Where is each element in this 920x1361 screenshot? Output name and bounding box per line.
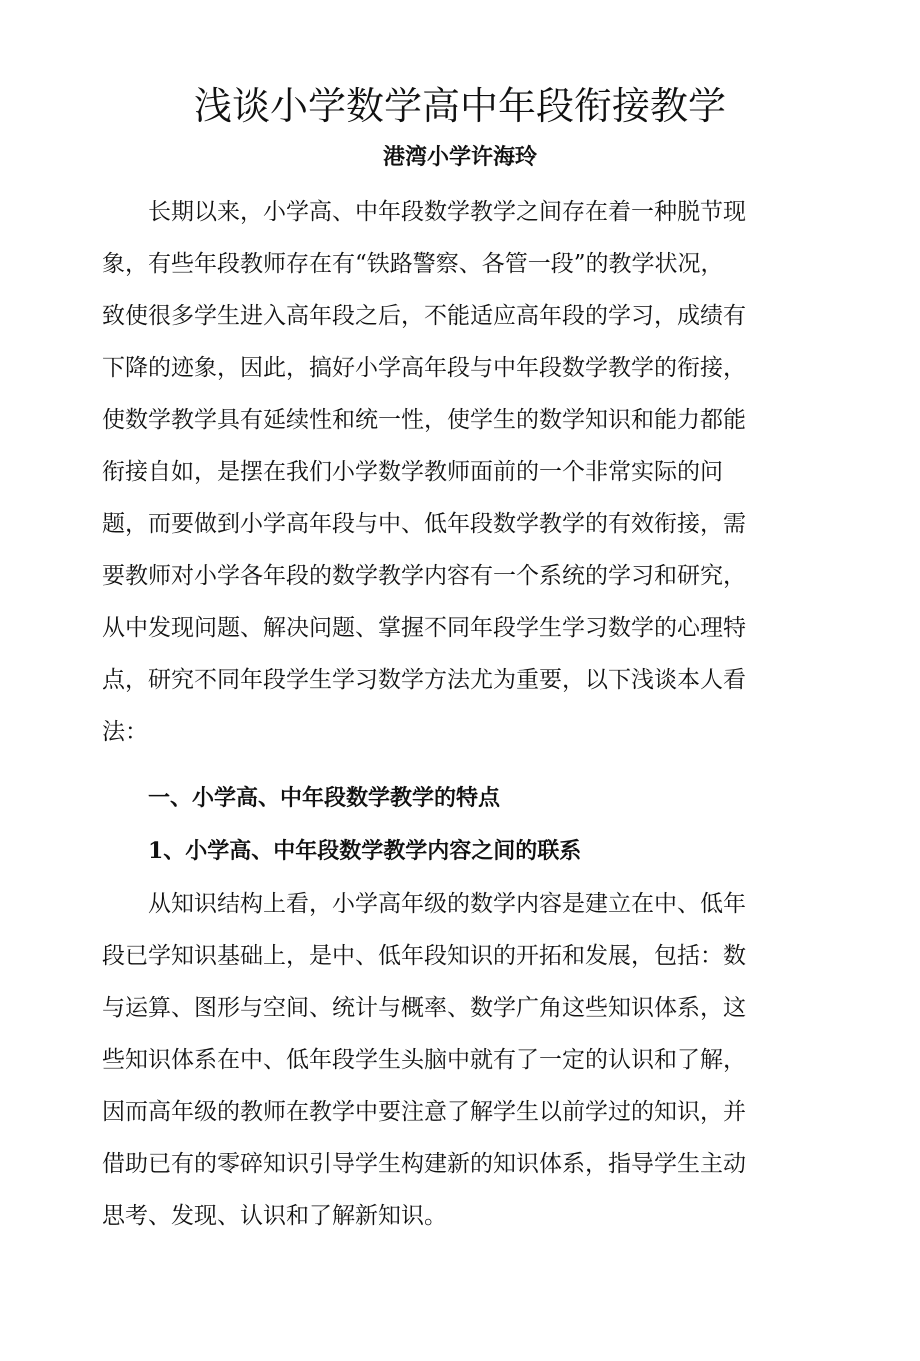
paragraph-line: 要教师对小学各年段的数学教学内容有一个系统的学习和研究，	[102, 563, 746, 589]
paragraph-line: 长期以来，小学高、中年段数学教学之间存在着一种脱节现	[148, 199, 746, 225]
section-heading: 一、小学高、中年段数学教学的特点	[148, 785, 501, 811]
paragraph-line: 法：	[102, 719, 148, 745]
paragraph-line: 致使很多学生进入高年段之后，不能适应高年段的学习，成绩有	[102, 303, 746, 329]
paragraph-line: 衔接自如，是摆在我们小学数学教师面前的一个非常实际的问	[102, 459, 723, 485]
document-title: 浅谈小学数学高中年段衔接教学	[193, 84, 726, 128]
paragraph-line: 因而高年级的教师在教学中要注意了解学生以前学过的知识，并	[102, 1099, 746, 1125]
paragraph-line: 点，研究不同年段学生学习数学方法尤为重要，以下浅谈本人看	[102, 667, 746, 693]
paragraph-line: 借助已有的零碎知识引导学生构建新的知识体系，指导学生主动	[102, 1151, 746, 1177]
paragraph-line: 思考、发现、认识和了解新知识。	[102, 1203, 447, 1229]
document-author: 港湾小学许海玲	[382, 144, 537, 170]
paragraph-line: 从知识结构上看，小学高年级的数学内容是建立在中、低年	[148, 891, 746, 917]
paragraph-line: 题，而要做到小学高年段与中、低年段数学教学的有效衔接，需	[102, 511, 746, 537]
paragraph-line: 些知识体系在中、低年段学生头脑中就有了一定的认识和了解，	[102, 1047, 746, 1073]
paragraph-line: 使数学教学具有延续性和统一性，使学生的数学知识和能力都能	[102, 407, 746, 433]
subsection-heading: 1、小学高、中年段数学教学内容之间的联系	[148, 838, 582, 864]
paragraph-line: 与运算、图形与空间、统计与概率、数学广角这些知识体系，这	[102, 995, 746, 1021]
paragraph-line: 从中发现问题、解决问题、掌握不同年段学生学习数学的心理特	[102, 615, 746, 641]
paragraph-line: 象，有些年段教师存在有“铁路警察、各管一段”的教学状况，	[102, 251, 724, 277]
paragraph-line: 段已学知识基础上，是中、低年段知识的开拓和发展，包括：数	[102, 943, 746, 969]
intro-paragraph	[102, 186, 782, 758]
paragraph-line: 下降的迹象，因此，搞好小学高年段与中年段数学教学的衔接，	[102, 355, 746, 381]
section-paragraph	[102, 878, 782, 1242]
